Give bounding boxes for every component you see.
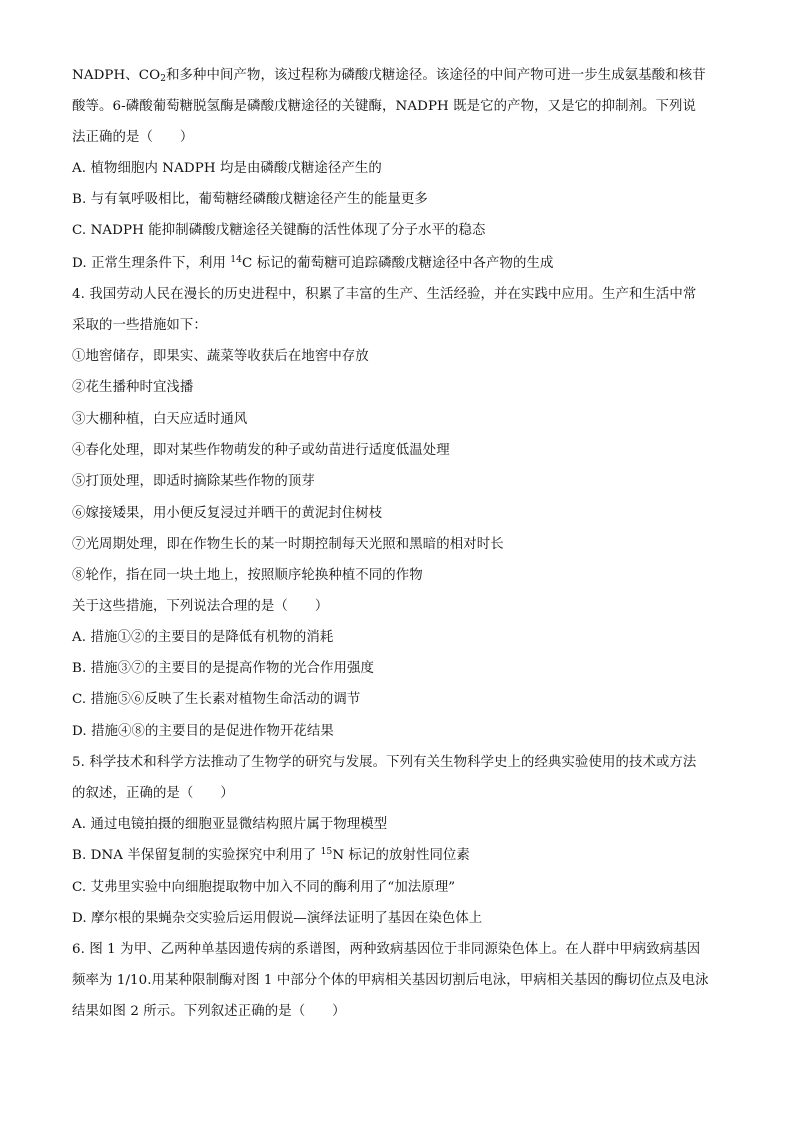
superscript: 14 — [230, 255, 242, 265]
option-text: N 标记的放射性同位素 — [332, 848, 470, 863]
q3-option-d — [72, 255, 732, 273]
option-text: C 标记的葡萄糖可追踪磷酸戊糖途径中各产物的生成 — [242, 256, 554, 271]
q4-stem-line-1: 4. 我国劳动人民在漫长的历史进程中，积累了丰富的生产、生活经验，并在实践中应用。生产和生活中常 — [72, 287, 697, 302]
q4-option-b: B. 措施③⑦的主要目的是提高作物的光合作用强度 — [72, 661, 374, 676]
q5-stem-line-1: 5. 科学技术和科学方法推动了生物学的研究与发展。下列有关生物科学史上的经典实验使用的技术或方法 — [72, 755, 697, 770]
q6-stem-line-3: 结果如图 2 所示。下列叙述正确的是（ ） — [72, 1004, 346, 1019]
subscript: 2 — [160, 74, 167, 84]
option-text: B. DNA 半保留复制的实验探究中利用了 — [72, 848, 321, 863]
q3-stem-text: 和多种中间产物，该过程称为磷酸戊糖途径。该途径的中间产物可进一步生成氨基酸和核苷 — [166, 68, 706, 83]
q4-option-d: D. 措施④⑧的主要目的是促进作物开花结果 — [72, 724, 334, 739]
q5-stem-line-2: 的叙述，正确的是（ ） — [72, 786, 234, 801]
q3-stem-line-1 — [72, 67, 732, 85]
q4-measure-3: ③大棚种植，白天应适时通风 — [72, 412, 248, 427]
q4-measure-5: ⑤打顶处理，即适时摘除某些作物的顶芽 — [72, 474, 315, 489]
q3-stem-text: NADPH、CO — [72, 68, 161, 83]
q5-option-a: A. 通过电镜拍摄的细胞亚显微结构照片属于物理模型 — [72, 817, 388, 832]
q3-option-a: A. 植物细胞内 NADPH 均是由磷酸戊糖途径产生的 — [72, 161, 382, 176]
q3-option-c: C. NADPH 能抑制磷酸戊糖途径关键酶的活性体现了分子水平的稳态 — [72, 223, 486, 238]
q4-measure-4: ④春化处理，即对某些作物萌发的种子或幼苗进行适度低温处理 — [72, 443, 450, 458]
q4-measure-7: ⑦光周期处理，即在作物生长的某一时期控制每天光照和黑暗的相对时长 — [72, 537, 504, 552]
q3-stem-line-2: 酸等。6-磷酸葡萄糖脱氢酶是磷酸戊糖途径的关键酶，NADPH 既是它的产物，又是它的抑制剂。下列说 — [72, 99, 697, 114]
q4-question: 关于这些措施，下列说法合理的是（ ） — [72, 599, 329, 614]
q5-option-c: C. 艾弗里实验中向细胞提取物中加入不同的酶利用了“加法原理” — [72, 880, 456, 895]
q5-option-d: D. 摩尔根的果蝇杂交实验后运用假说—演绎法证明了基因在染色体上 — [72, 911, 483, 926]
q4-measure-8: ⑧轮作，指在同一块土地上，按照顺序轮换种植不同的作物 — [72, 568, 423, 583]
q3-stem-line-3: 法正确的是（ ） — [72, 130, 194, 145]
q3-option-b: B. 与有氧呼吸相比，葡萄糖经磷酸戊糖途径产生的能量更多 — [72, 192, 428, 207]
q4-measure-6: ⑥嫁接矮果，用小便反复浸过并晒干的黄泥封住树枝 — [72, 506, 383, 521]
q6-stem-line-1: 6. 图 1 为甲、乙两种单基因遗传病的系谱图，两种致病基因位于非同源染色体上。在人群中甲病致病基因 — [72, 942, 701, 957]
q5-option-b — [72, 847, 732, 865]
q4-option-a: A. 措施①②的主要目的是降低有机物的消耗 — [72, 630, 334, 645]
q4-stem-line-2: 采取的一些措施如下： — [72, 318, 207, 333]
q4-option-c: C. 措施⑤⑥反映了生长素对植物生命活动的调节 — [72, 692, 361, 707]
superscript: 15 — [320, 847, 333, 857]
q4-measure-1: ①地窖储存，即果实、蔬菜等收获后在地窖中存放 — [72, 349, 369, 364]
q4-measure-2: ②花生播种时宜浅播 — [72, 380, 194, 395]
option-text: D. 正常生理条件下，利用 — [72, 256, 231, 271]
q6-stem-line-2: 频率为 1/10.用某种限制酶对图 1 中部分个体的甲病相关基因切割后电泳，甲病相关基因的酶切位点及电泳 — [72, 973, 709, 988]
